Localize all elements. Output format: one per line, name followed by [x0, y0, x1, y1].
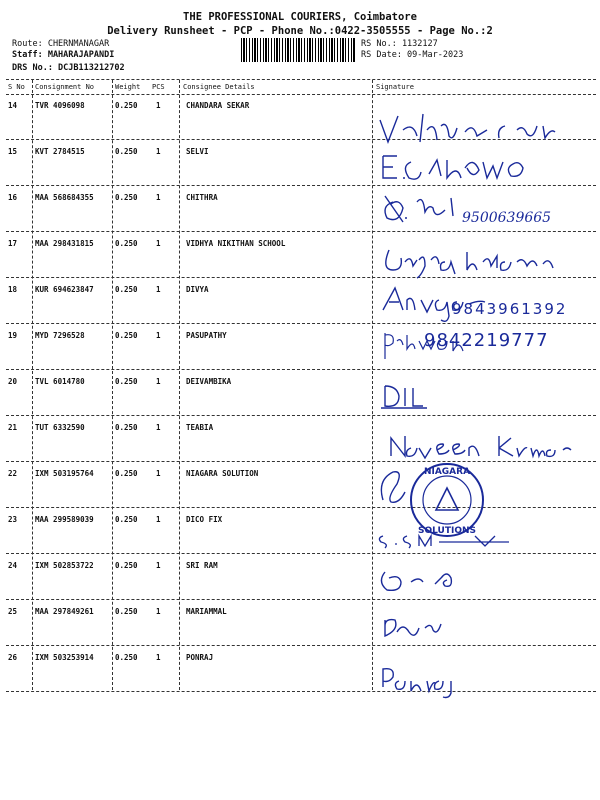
stamp-bottom-text: SOLUTIONS [417, 526, 477, 536]
row-sno: 17 [8, 239, 18, 248]
row-pcs: 1 [156, 331, 161, 340]
row-consignee: VIDHYA NIKITHAN SCHOOL [186, 239, 286, 248]
row-consignee: PASUPATHY [186, 331, 227, 340]
row-consignee: DIVYA [186, 285, 209, 294]
row-pcs: 1 [156, 515, 161, 524]
signature-20 [375, 382, 455, 416]
row-consignee: DEIVAMBIKA [186, 377, 232, 386]
row-sno: 26 [8, 653, 18, 662]
row-sno: 21 [8, 423, 18, 432]
col-consignee: Consignee Details [183, 83, 255, 91]
row-consignment-no: KUR 694623847 [35, 285, 94, 294]
signature-16-phone: 9500639665 [462, 210, 552, 226]
col-signature: Signature [376, 83, 414, 91]
row-consignee: SRI RAM [186, 561, 218, 570]
row-pcs: 1 [156, 607, 161, 616]
row-consignment-no: IXM 503253914 [35, 653, 94, 662]
row-sno: 15 [8, 147, 18, 156]
row-separator [6, 323, 596, 324]
row-pcs: 1 [156, 653, 161, 662]
row-weight: 0.250 [115, 377, 138, 386]
row-consignment-no: MAA 298431815 [35, 239, 94, 248]
row-sno: 19 [8, 331, 18, 340]
signature-17 [375, 242, 575, 282]
row-separator [6, 415, 596, 416]
row-weight: 0.250 [115, 469, 138, 478]
signature-19-phone: 9842219777 [424, 330, 549, 351]
row-sno: 23 [8, 515, 18, 524]
runsheet-subtitle: Delivery Runsheet - PCP - Phone No.:0422-3505555 - Page No.:2 [107, 25, 493, 37]
row-weight: 0.250 [115, 285, 138, 294]
col-consignment: Consignment No [35, 83, 95, 91]
barcode [241, 38, 355, 62]
drs-number: DRS No.: DCJB113212702 [12, 63, 125, 73]
row-pcs: 1 [156, 147, 161, 156]
header-rule-bottom [6, 94, 596, 95]
row-pcs: 1 [156, 469, 161, 478]
row-weight: 0.250 [115, 607, 138, 616]
row-pcs: 1 [156, 193, 161, 202]
row-consignment-no: TUT 6332590 [35, 423, 85, 432]
row-consignee: TEABIA [186, 423, 214, 432]
row-sno: 18 [8, 285, 18, 294]
company-title: THE PROFESSIONAL COURIERS, Coimbatore [183, 11, 417, 23]
row-separator [6, 369, 596, 370]
signature-24 [375, 566, 495, 600]
row-weight: 0.250 [115, 331, 138, 340]
row-weight: 0.250 [115, 239, 138, 248]
row-consignment-no: IXM 502853722 [35, 561, 94, 570]
row-consignee: SELVI [186, 147, 209, 156]
row-pcs: 1 [156, 561, 161, 570]
row-consignment-no: TVL 6014780 [35, 377, 85, 386]
row-separator [6, 553, 596, 554]
col-pcs: PCS [152, 83, 165, 91]
row-weight: 0.250 [115, 147, 138, 156]
row-consignee: MARIAMMAL [186, 607, 227, 616]
signature-23 [375, 528, 525, 552]
row-consignee: CHITHRA [186, 193, 218, 202]
row-separator [6, 599, 596, 600]
row-pcs: 1 [156, 101, 161, 110]
row-pcs: 1 [156, 239, 161, 248]
signature-18-phone: 9843961392 [452, 300, 568, 318]
row-consignee: NIAGARA SOLUTION [186, 469, 259, 478]
row-weight: 0.250 [115, 561, 138, 570]
row-consignment-no: MAA 299589039 [35, 515, 94, 524]
row-weight: 0.250 [115, 515, 138, 524]
row-consignment-no: IXM 503195764 [35, 469, 94, 478]
row-consignment-no: MYD 7296528 [35, 331, 85, 340]
row-consignment-no: KVT 2784515 [35, 147, 85, 156]
rs-number: RS No.: 1132127 [361, 39, 438, 49]
signature-14 [375, 108, 585, 152]
row-consignee: PONRAJ [186, 653, 214, 662]
rs-date: RS Date: 09-Mar-2023 [361, 50, 464, 60]
row-consignee: DICO FIX [186, 515, 223, 524]
row-pcs: 1 [156, 377, 161, 386]
row-pcs: 1 [156, 423, 161, 432]
route-label: Route: CHERNMANAGAR [12, 39, 110, 49]
row-weight: 0.250 [115, 193, 138, 202]
row-weight: 0.250 [115, 423, 138, 432]
row-sno: 24 [8, 561, 18, 570]
row-sno: 25 [8, 607, 18, 616]
row-separator [6, 691, 596, 692]
signature-25 [375, 612, 475, 646]
signature-26 [375, 663, 465, 697]
row-weight: 0.250 [115, 101, 138, 110]
row-consignment-no: MAA 568684355 [35, 193, 94, 202]
stamp-top-text: NIAGARA [423, 467, 471, 477]
staff-label: Staff: MAHARAJAPANDI [12, 50, 115, 60]
row-separator [6, 645, 596, 646]
header-rule-top [6, 79, 596, 80]
row-separator [6, 507, 596, 508]
row-pcs: 1 [156, 285, 161, 294]
row-sno: 22 [8, 469, 18, 478]
row-sno: 14 [8, 101, 18, 110]
col-weight: Weight [115, 83, 141, 91]
row-weight: 0.250 [115, 653, 138, 662]
signature-15 [375, 148, 575, 188]
row-consignment-no: MAA 297849261 [35, 607, 94, 616]
row-sno: 20 [8, 377, 18, 386]
row-sno: 16 [8, 193, 18, 202]
col-sno: S No [8, 83, 25, 91]
row-consignment-no: TVR 4096098 [35, 101, 85, 110]
row-consignee: CHANDARA SEKAR [186, 101, 250, 110]
